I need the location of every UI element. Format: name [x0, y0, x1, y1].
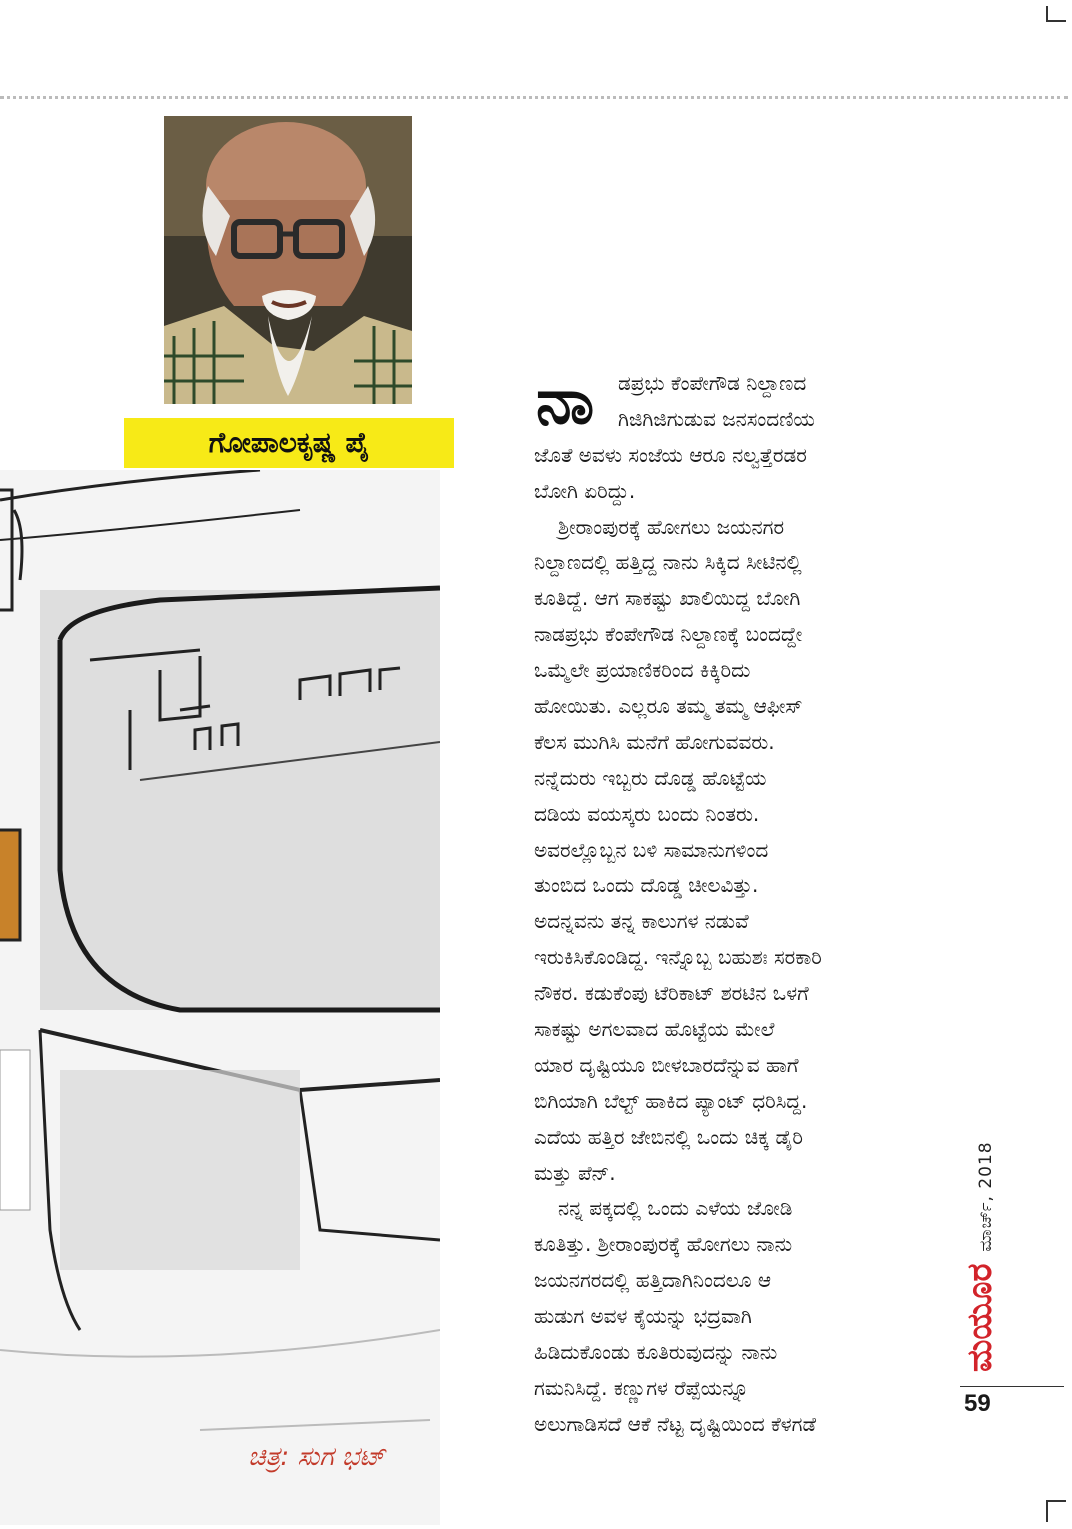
- article-line: ಜೊತೆ ಅವಳು ಸಂಜೆಯ ಆರೂ ನಲ್ವತ್ತೆರಡರ: [534, 442, 807, 467]
- article-line: ಎದೆಯ ಹತ್ತಿರ ಜೇಬಿನಲ್ಲಿ ಒಂದು ಚಿಕ್ಕ ಡೈರಿ: [534, 1124, 803, 1149]
- page-number-rule: [960, 1386, 1064, 1387]
- article-line: ಡಪ್ರಭು ಕೆಂಪೇಗೌಡ ನಿಲ್ದಾಣದ: [618, 371, 807, 395]
- article-line: ಅವರಲ್ಲೊಬ್ಬನ ಬಳಿ ಸಾಮಾನುಗಳಿಂದ: [534, 837, 769, 862]
- article-line: ಗಮನಿಸಿದ್ದೆ. ಕಣ್ಣುಗಳ ರೆಪ್ಪೆಯನ್ನೂ: [534, 1375, 749, 1400]
- article-line: ಮತ್ತು ಪೆನ್.: [534, 1160, 616, 1185]
- article-line: ಕೂತಿತ್ತು. ಶ್ರೀರಾಂಪುರಕ್ಕೆ ಹೋಗಲು ನಾನು: [534, 1232, 793, 1257]
- article-line: ಯಾರ ದೃಷ್ಟಿಯೂ ಬೀಳಬಾರದೆನ್ನುವ ಹಾಗೆ: [534, 1052, 799, 1077]
- article-line: ನೌಕರ. ಕಡುಕೆಂಪು ಟೆರಿಕಾಟ್ ಶರಟಿನ ಒಳಗೆ: [534, 981, 809, 1006]
- dotted-rule: [0, 96, 1068, 99]
- article-line: ಇರುಕಿಸಿಕೊಂಡಿದ್ದ. ಇನ್ನೊಬ್ಬ ಬಹುಶಃ ಸರಕಾರಿ: [534, 945, 822, 970]
- article-line: ಒಮ್ಮೆಲೇ ಪ್ರಯಾಣಿಕರಿಂದ ಕಿಕ್ಕಿರಿದು: [534, 658, 751, 683]
- article-line: ಕೂತಿದ್ದೆ. ಆಗ ಸಾಕಷ್ಟು ಖಾಲಿಯಿದ್ದ ಬೋಗಿ: [534, 586, 801, 611]
- crop-mark-top: [1046, 6, 1066, 22]
- magazine-side-label: [960, 1141, 1000, 1372]
- article-line: ನನ್ನ ಪಕ್ಕದಲ್ಲಿ ಒಂದು ಎಳೆಯ ಜೋಡಿ: [558, 1196, 793, 1221]
- article-body: [534, 366, 914, 1443]
- crop-mark-bottom: [1046, 1500, 1066, 1522]
- article-line: ಗಿಜಿಗಿಜಿಗುಡುವ ಜನಸಂದಣಿಯ: [618, 406, 815, 431]
- article-line: ಹುಡುಗ ಅವಳ ಕೈಯನ್ನು ಭದ್ರವಾಗಿ: [534, 1304, 752, 1329]
- page-number: 59: [964, 1390, 991, 1417]
- article-line: ಬಿಗಿಯಾಗಿ ಬೆಲ್ಟ್ ಹಾಕಿದ ಪ್ಯಾಂಟ್ ಧರಿಸಿದ್ದ.: [534, 1088, 808, 1113]
- article-line: ಸಾಕಷ್ಟು ಅಗಲವಾದ ಹೊಟ್ಟೆಯ ಮೇಲೆ: [534, 1017, 775, 1042]
- article-line: ನನ್ನೆದುರು ಇಬ್ಬರು ದೊಡ್ಡ ಹೊಟ್ಟೆಯ: [534, 765, 767, 790]
- magazine-logo: ಮಯೂರ: [960, 1263, 1000, 1372]
- article-line: ಬೋಗಿ ಏರಿದ್ದು.: [534, 478, 636, 503]
- author-name-box: [124, 418, 454, 468]
- article-line: ನಿಲ್ದಾಣದಲ್ಲಿ ಹತ್ತಿದ್ದ ನಾನು ಸಿಕ್ಕಿದ ಸೀಟಿನಲ್ಲಿ: [534, 550, 802, 575]
- article-line: ನಾಡಪ್ರಭು ಕೆಂಪೇಗೌಡ ನಿಲ್ದಾಣಕ್ಕೆ ಬಂದದ್ದೇ: [534, 622, 803, 647]
- article-line: ದಡಿಯ ವಯಸ್ಕರು ಬಂದು ನಿಂತರು.: [534, 801, 760, 826]
- author-name: ಗೋಪಾಲಕೃಷ್ಣ ಪೈ: [208, 426, 370, 459]
- article-line: ತುಂಬಿದ ಒಂದು ದೊಡ್ಡ ಚೀಲವಿತ್ತು.: [534, 873, 759, 898]
- article-line: ಹಿಡಿದುಕೊಂಡು ಕೂತಿರುವುದನ್ನು ನಾನು: [534, 1340, 778, 1365]
- illustrator-signature: ಚಿತ್ರ: ಸುಗ ಭಟ್: [248, 1442, 385, 1472]
- drop-cap: ನಾ: [536, 365, 595, 439]
- train-illustration: [0, 470, 440, 1525]
- article-line: ಶ್ರೀರಾಂಪುರಕ್ಕೆ ಹೋಗಲು ಜಯನಗರ: [558, 514, 785, 539]
- article-line: ಹೋಯಿತು. ಎಲ್ಲರೂ ತಮ್ಮ ತಮ್ಮ ಆಫೀಸ್: [534, 694, 803, 719]
- article-line: ಅಲುಗಾಡಿಸದೆ ಆಕೆ ನೆಟ್ಟ ದೃಷ್ಟಿಯಿಂದ ಕೆಳಗಡೆ: [534, 1411, 817, 1436]
- article-line: ಕೆಲಸ ಮುಗಿಸಿ ಮನೆಗೆ ಹೋಗುವವರು.: [534, 729, 775, 754]
- article-line: ಜಯನಗರದಲ್ಲಿ ಹತ್ತಿದಾಗಿನಿಂದಲೂ ಆ: [534, 1268, 772, 1293]
- issue-date: ಮಾರ್ಚ್, 2018: [976, 1141, 996, 1252]
- author-photo: [164, 116, 412, 404]
- article-line: ಅದನ್ನವನು ತನ್ನ ಕಾಲುಗಳ ನಡುವೆ: [534, 909, 749, 934]
